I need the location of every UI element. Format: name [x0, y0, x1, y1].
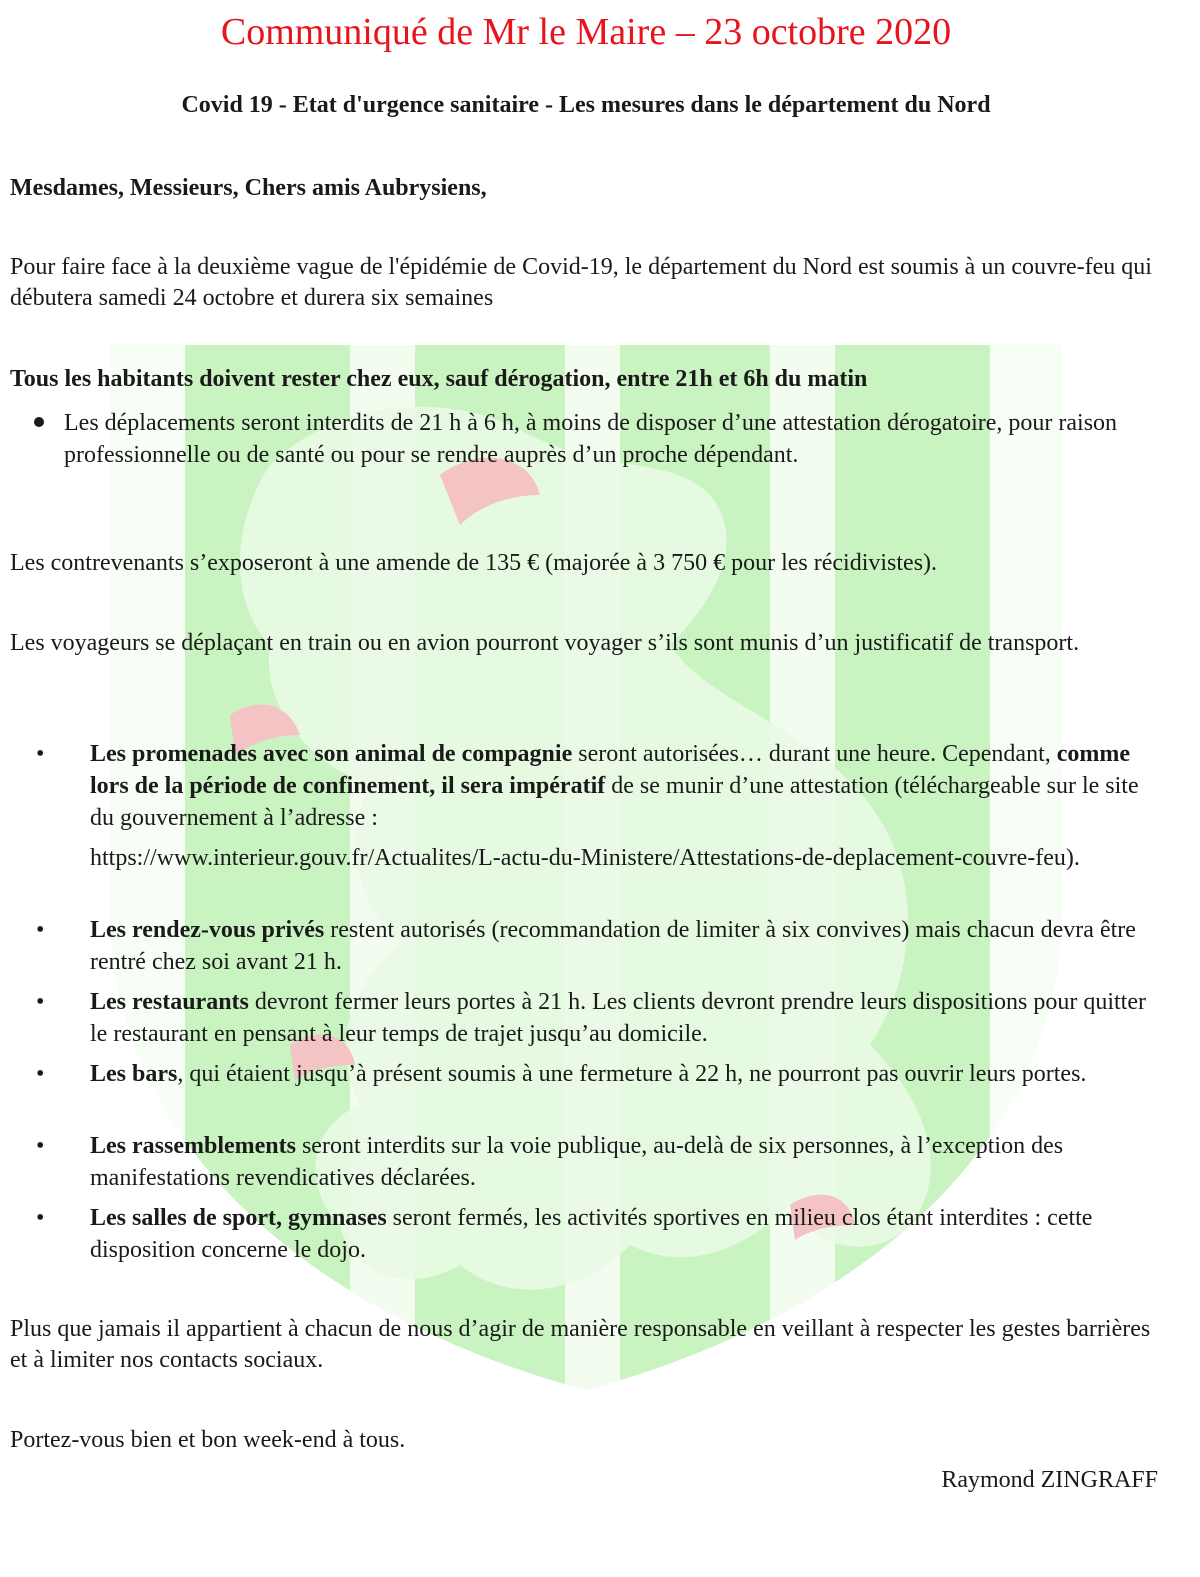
- bullet-icon: •: [36, 741, 45, 767]
- measure-item-restaurants: [90, 986, 1160, 1050]
- signoff: Portez-vous bien et bon week-end à tous.: [10, 1427, 406, 1453]
- measure-text: seront interdits sur la voie publique, au-delà de six personnes, à l’exception des manifestations revendicatives déclarées.: [90, 1133, 1064, 1191]
- attestation-url: https://www.interieur.gouv.fr/Actualites/L-actu-du-Ministere/Attestations-de-deplacement-couvre-feu).: [90, 845, 1080, 871]
- bullet-icon: •: [36, 989, 45, 1015]
- travellers-paragraph: Les voyageurs se déplaçant en train ou en avion pourront voyager s’ils sont munis d’un justificatif de transport.: [10, 630, 1080, 656]
- bullet-icon: •: [36, 1061, 45, 1087]
- fine-paragraph: Les contrevenants s’exposeront à une amende de 135 € (majorée à 3 750 € pour les récidivistes).: [10, 550, 938, 576]
- measure-item-pets: [90, 738, 1160, 874]
- measure-item-bars: [90, 1058, 1160, 1090]
- bullet-icon: •: [36, 917, 45, 943]
- page-title: Communiqué de Mr le Maire – 23 octobre 2020: [220, 11, 952, 53]
- page-subtitle: Covid 19 - Etat d'urgence sanitaire - Les mesures dans le département du Nord: [181, 92, 991, 118]
- measure-label: Les bars: [90, 1061, 178, 1087]
- measure-item-sports-halls: [90, 1202, 1160, 1266]
- measure-label: Les rassemblements: [90, 1133, 296, 1159]
- measure-emphasis: comme lors de la période de confinement, il sera impératif: [90, 741, 1131, 799]
- measure-text: , qui étaient jusqu’à présent soumis à une fermeture à 22 h, ne pourront pas ouvrir leurs portes.: [177, 1061, 1087, 1087]
- curfew-list-item: Les déplacements seront interdits de 21 h à 6 h, à moins de disposer d’une attestation dérogatoire, pour raison professionnelle ou de santé ou pour se rendre auprès d’un proche dépendant.: [64, 410, 1118, 468]
- measure-text: seront fermés, les activités sportives en milieu clos étant interdites : cette disposition concerne le dojo.: [90, 1205, 1093, 1263]
- measure-text: devront fermer leurs portes à 21 h. Les clients devront prendre leurs dispositions pour quitter le restaurant en pensant à leur temps de trajet jusqu’au domicile.: [90, 989, 1146, 1047]
- bullet-icon: •: [36, 1133, 45, 1159]
- bullet-dot-icon: [34, 417, 44, 427]
- measure-label: Les rendez-vous privés: [90, 917, 325, 943]
- measure-label: Les salles de sport, gymnases: [90, 1205, 387, 1231]
- measure-text: restent autorisés (recommandation de limiter à six convives) mais chacun devra être rentré chez soi avant 21 h.: [90, 917, 1136, 975]
- measure-label: Les promenades avec son animal de compagnie: [90, 741, 573, 767]
- signature: Raymond ZINGRAFF: [941, 1467, 1158, 1493]
- intro-paragraph: Pour faire face à la deuxième vague de l'épidémie de Covid-19, le département du Nord est soumis à un couvre-feu qui débutera samedi 24 octobre et durera six semaines: [10, 254, 1152, 311]
- greeting: Mesdames, Messieurs, Chers amis Aubrysiens,: [10, 175, 487, 201]
- measure-text: de se munir d’une attestation (téléchargeable sur le site du gouvernement à l’adresse :: [90, 773, 1139, 831]
- closing-paragraph: Plus que jamais il appartient à chacun de nous d’agir de manière responsable en veillant à respecter les gestes barrières et à limiter nos contacts sociaux.: [10, 1316, 1151, 1373]
- measure-item-private-meetings: [90, 914, 1160, 978]
- measure-text: seront autorisées… durant une heure. Cependant,: [572, 741, 1057, 767]
- measure-item-gatherings: [90, 1130, 1160, 1194]
- bullet-icon: •: [36, 1205, 45, 1231]
- measure-label: Les restaurants: [90, 989, 249, 1015]
- curfew-heading: Tous les habitants doivent rester chez eux, sauf dérogation, entre 21h et 6h du matin: [10, 366, 868, 392]
